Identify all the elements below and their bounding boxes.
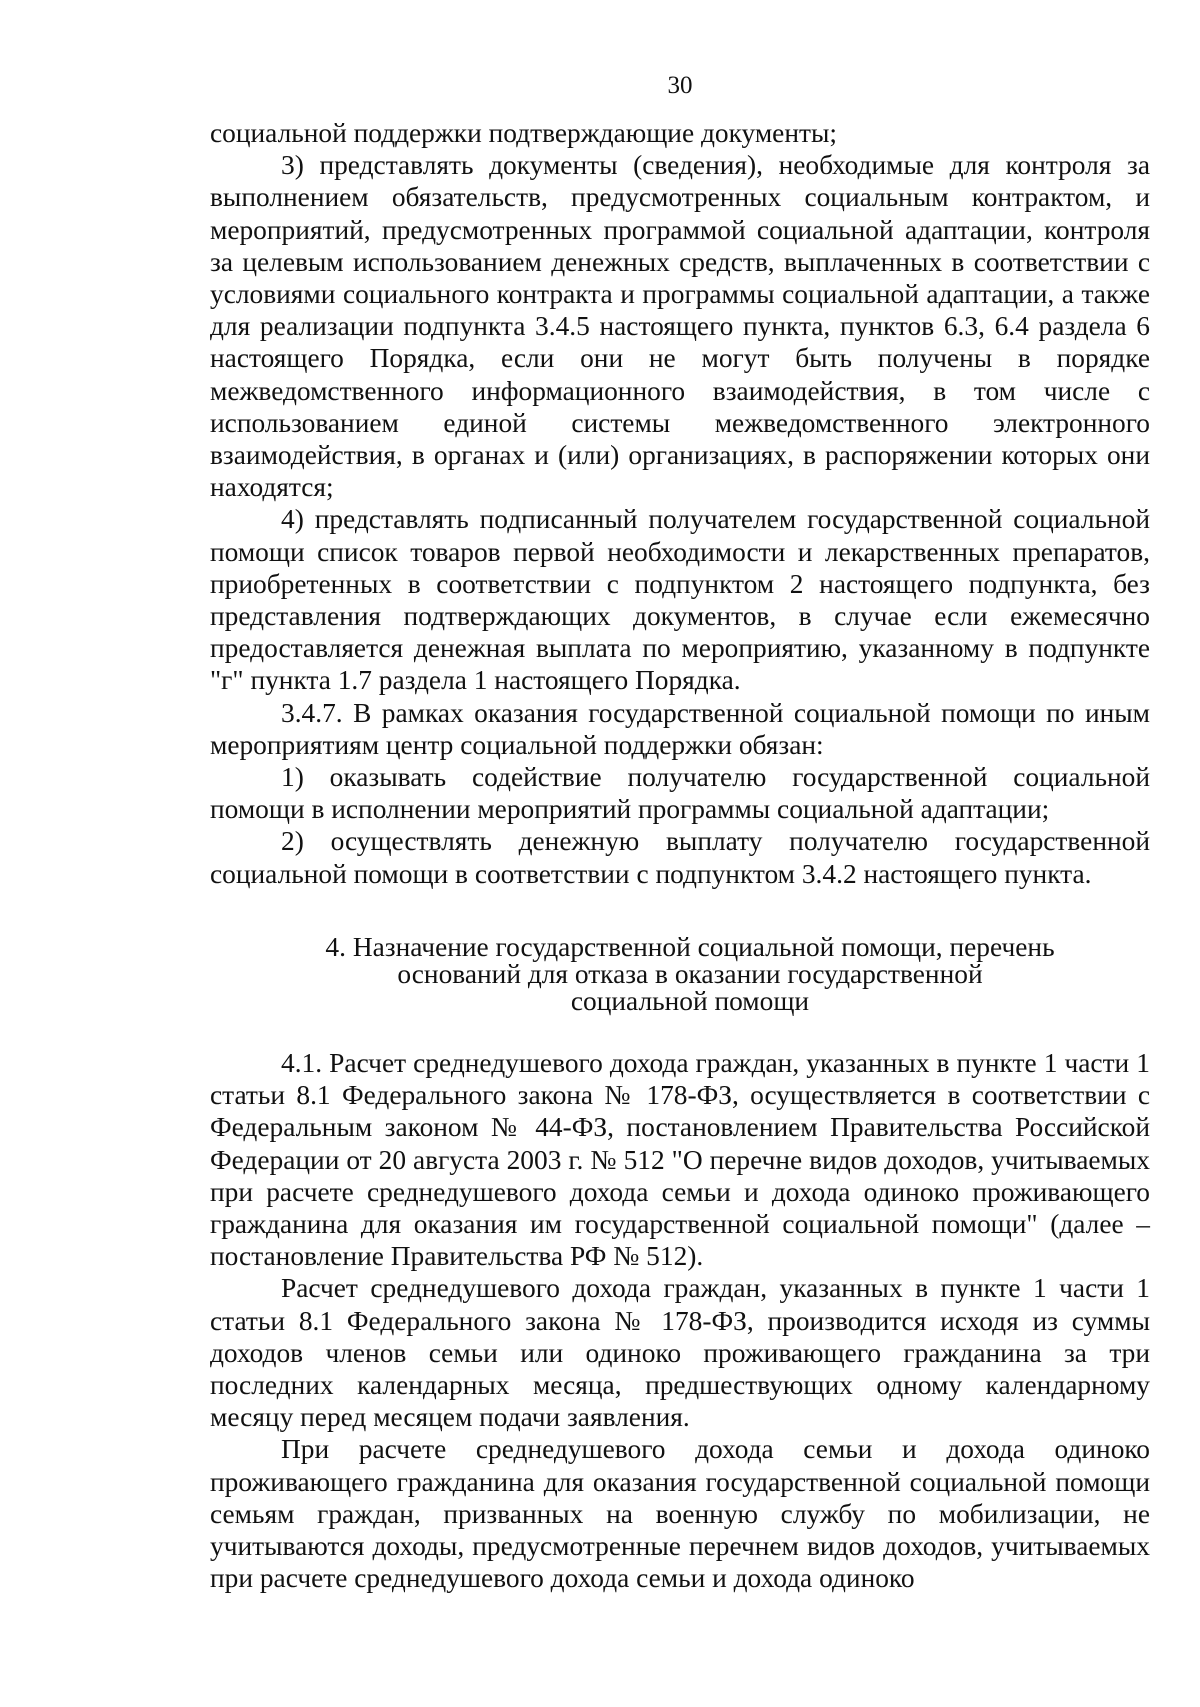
- paragraph-income-calculation: Расчет среднедушевого дохода граждан, указанных в пункте 1 части 1 статьи 8.1 Федерального закона № 178-ФЗ, производится исходя из суммы доходов членов семьи или одиноко проживающего гражданина за три последних календарных месяца, предшествующих одному календарному месяцу перед месяцем подачи заявления.: [210, 1273, 1150, 1433]
- heading-line-2: оснований для отказа в оказании государственной: [397, 959, 983, 989]
- heading-line-1: 4. Назначение государственной социальной помощи, перечень: [325, 932, 1055, 962]
- body-section-1: [210, 117, 1150, 890]
- page-number: 30: [667, 72, 693, 99]
- paragraph-3-4-7: 3.4.7. В рамках оказания государственной социальной помощи по иным мероприятиям центр социальной поддержки обязан:: [210, 697, 1150, 760]
- paragraph-continuation: социальной поддержки подтверждающие документы;: [210, 118, 837, 148]
- paragraph-4-1: 4.1. Расчет среднедушевого дохода граждан, указанных в пункте 1 части 1 статьи 8.1 Федерального закона № 178-ФЗ, осуществляется в соответствии с Федеральным законом № 44-ФЗ, постановлением Правительства Российской Федерации от 20 августа 2003 г. № 512 "О перечне видов доходов, учитываемых при расчете среднедушевого дохода семьи и дохода одиноко проживающего гражданина для оказания им государственной социальной помощи" (далее – постановление Правительства РФ № 512).: [210, 1048, 1150, 1272]
- heading-line-3: социальной помощи: [570, 986, 810, 1016]
- paragraph-obligation-1: 1) оказывать содействие получателю государственной социальной помощи в исполнении мероприятий программы социальной адаптации;: [210, 762, 1150, 825]
- paragraph-obligation-2: 2) осуществлять денежную выплату получателю государственной социальной помощи в соответствии с подпунктом 3.4.2 настоящего пункта.: [210, 826, 1150, 889]
- paragraph-item-3: 3) представлять документы (сведения), необходимые для контроля за выполнением обязательств, предусмотренных социальным контрактом, и мероприятий, предусмотренных программой социальной адаптации, контроля за целевым использованием денежных средств, выплаченных в соответствии с условиями социального контракта и программы социальной адаптации, а также для реализации подпункта 3.4.5 настоящего пункта, пунктов 6.3, 6.4 раздела 6 настоящего Порядка, если они не могут быть получены в порядке межведомственного информационного взаимодействия, в том числе с использованием единой системы межведомственного электронного взаимодействия, в органах и (или) организациях, в распоряжении которых они находятся;: [210, 150, 1150, 503]
- paragraph-item-4: 4) представлять подписанный получателем государственной социальной помощи список товаров первой необходимости и лекарственных препаратов, приобретенных в соответствии с подпунктом 2 настоящего подпункта, без представления подтверждающих документов, в случае если ежемесячно предоставляется денежная выплата по мероприятию, указанному в подпункте "г" пункта 1.7 раздела 1 настоящего Порядка.: [210, 504, 1150, 696]
- section-4-heading: [250, 934, 1130, 1015]
- body-section-2: [210, 1047, 1150, 1594]
- paragraph-mobilization: При расчете среднедушевого дохода семьи и дохода одиноко проживающего гражданина для оказания государственной социальной помощи семьям граждан, призванных на военную службу по мобилизации, не учитываются доходы, предусмотренные перечнем видов доходов, учитываемых при расчете среднедушевого дохода семьи и дохода одиноко: [210, 1434, 1150, 1594]
